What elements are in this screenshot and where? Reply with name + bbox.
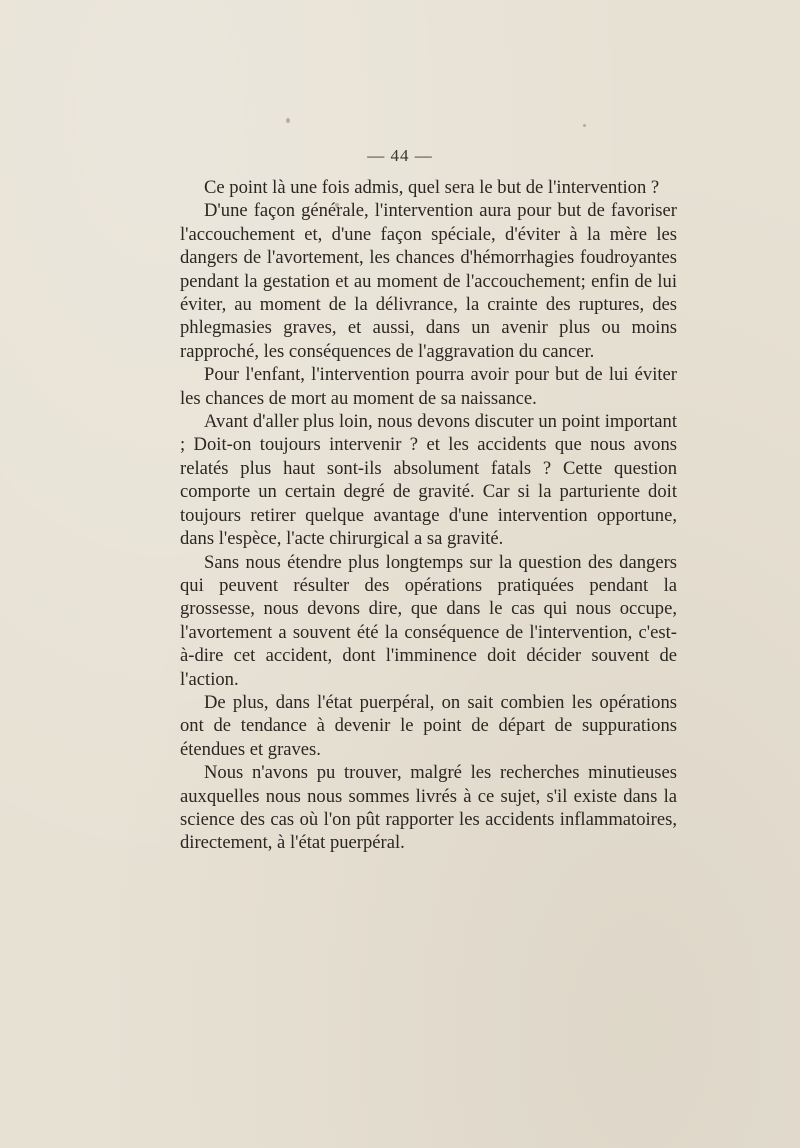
paragraph-6: De plus, dans l'état puerpéral, on sait combien les opérations ont de tendance à devenir le point de départ de suppurations étendues et graves. (180, 691, 677, 760)
paper-speck (583, 124, 586, 127)
body-text (180, 176, 677, 855)
page-number: — 44 — (367, 146, 433, 165)
paragraph-3: Pour l'enfant, l'intervention pourra avoir pour but de lui éviter les chances de mort au moment de sa naissance. (180, 364, 677, 409)
paragraph-4: Avant d'aller plus loin, nous devons discuter un point important ; Doit-on toujours intervenir ? et les accidents que nous avons relatés plus haut sont-ils absolument fatals ? Cette question comporte un certain degré de gravité. Car si la parturiente doit toujours retirer quelque avantage d'une intervention opportune, dans l'espèce, l'acte chirurgical a sa gravité. (180, 411, 677, 550)
paragraph-5: Sans nous étendre plus longtemps sur la question des dangers qui peuvent résulter des opérations pratiquées pendant la grossesse, nous devons dire, que dans le cas qui nous occupe, l'avortement a souvent été la conséquence de l'intervention, c'est-à-dire cet accident, dont l'imminence doit décider souvent de l'action. (180, 551, 677, 690)
paragraph-7: Nous n'avons pu trouver, malgré les recherches minutieuses auxquelles nous nous sommes livrés à ce sujet, s'il existe dans la science des cas où l'on pût rapporter les accidents inflammatoires, directement, à l'état puerpéral. (180, 762, 677, 854)
paragraph-2: D'une façon générale, l'intervention aura pour but de favoriser l'accouchement et, d'une façon spéciale, d'éviter à la mère les dangers de l'avortement, les chances d'hémorrhagies foudroyantes pendant la gestation et au moment de l'accouchement; enfin de lui éviter, au moment de la délivrance, la crainte des ruptures, des phlegmasies graves, et aussi, dans un avenir plus ou moins rapproché, les conséquences de l'aggravation du cancer. (180, 200, 677, 362)
paragraph-1: Ce point là une fois admis, quel sera le but de l'intervention ? (204, 177, 660, 198)
paper-speck (286, 118, 290, 123)
